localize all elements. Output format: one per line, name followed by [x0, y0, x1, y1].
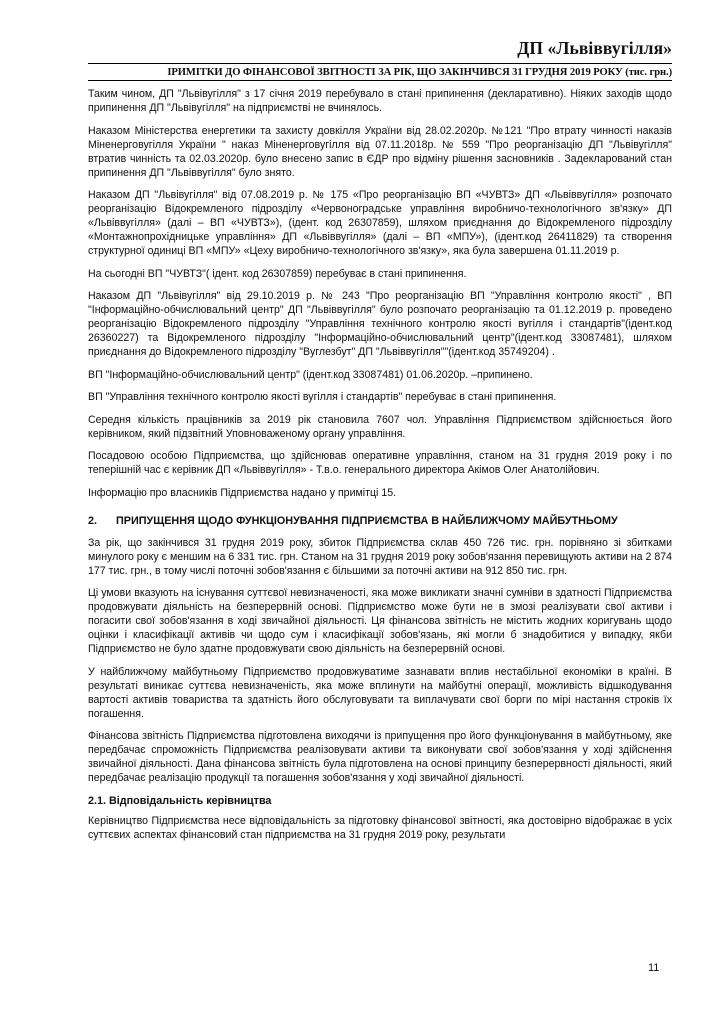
paragraph-material-uncertainty: Ці умови вказують на існування суттєвої невизначеності, яка може викликати значні сумніви в здатності Підприємства продовжувати діяльність на безперервній основі. Підприємство може бути не в змозі реалізувати свої активи і погасити свої зобов'язання в ході звичайної діяльності. Ця фінансова звітність не містить жодних коригувань щодо оцінки і класифікації активів чи щодо сум і класифікації зобов'язань, які могли б знадобитися у випадку, якби Підприємство не було здатне продовжувати свою діяльність на безперервній основі. — [88, 587, 672, 655]
paragraph-ministry-order: Наказом Міністерства енергетики та захисту довкілля України від 28.02.2020р. №121 "Про втрату чинності наказів Міненерговугілля України " наказ Міненерговугілля від 07.11.2018р. № 559 "Про реорганізацію ДП "Львівугілля" втратив чинність та 02.03.2020р. було внесено запис в ЄДР про відміну рішення засновників . Задекларований стан припинення ДП "Львіввугілля" було знято. — [88, 124, 672, 179]
report-subtitle: ІРИМІТКИ ДО ФІНАНСОВОЇ ЗВІТНОСТІ ЗА РІК, ЩО ЗАКІНЧИВСЯ 31 ГРУДНЯ 2019 РОКУ (тис. грн.) — [167, 67, 672, 78]
paragraph-management-responsibility: Керівництво Підприємства несе відповідальність за підготовку фінансової звітності, яка достовірно відображає в усіх суттєвих аспектах фінансовий стан підприємства на 31 грудня 2019 року, результати — [88, 814, 672, 841]
page-number: 11 — [648, 962, 660, 974]
paragraph-employees: Середня кількість працівників за 2019 рік становила 7607 чол. Управління Підприємством здійснюється його керівником, який підзвітний Уповноваженому органу управління. — [88, 413, 672, 440]
company-name: ДП «Львіввугілля» — [517, 38, 672, 58]
paragraph-going-concern-basis: Фінансова звітність Підприємства підготовлена виходячи із припущення про його функціонування в майбутньому, яке передбачає спроможність Підприємства реалізовувати активи та виконувати свої зобов'язання у ході здійснення звичайної діяльності. Дана фінансова звітність була підготовлена на основі принципу безперервності діяльності, який передбачає реалізацію продукції та погашення зобов'язання у ході звичайної діяльності. — [88, 730, 672, 784]
section-number: 2. — [88, 514, 98, 527]
document-page — [88, 38, 672, 850]
paragraph-officer: Посадовою особою Підприємства, що здійснював оперативне управління, станом на 31 грудня 2019 року і по теперішній час є керівник ДП «Львіввугілля» - Т.в.о. генерального директора Акімов Олег Анатолійович. — [88, 450, 672, 476]
paragraph-chuvtz-status: На сьогодні ВП "ЧУВТЗ"( ідент. код 26307859) перебуває в стані припинення. — [88, 267, 467, 280]
paragraph-computing-center-terminated: ВП "Інформаційно-обчислювальний центр" (ідент.код 33087481) 01.06.2020р. –припинено. — [88, 368, 533, 381]
subsection-heading-management-responsibility: 2.1. Відповідальність керівництва — [88, 794, 272, 807]
section-heading-going-concern — [88, 514, 672, 528]
header-rule-bottom — [88, 80, 672, 81]
paragraph-economic-instability: У найближчому майбутньому Підприємство продовжуватиме зазнавати вплив нестабільної економіки в країні. В результаті виникає суттєва невизначеність, яка може вплинути на майбутні операції, можливість відшкодування вартості активів товариства та здатність його обслуговувати та виплачувати свої борги по мірі настання строків їх погашення. — [88, 665, 672, 720]
paragraph-quality-control-status: ВП "Управління технічного контролю якості вугілля і стандартів" перебуває в стані припинення. — [88, 391, 557, 403]
paragraph-owners-note: Інформацію про власників Підприємства надано у примітці 15. — [88, 486, 397, 499]
paragraph-loss-summary: За рік, що закінчився 31 грудня 2019 року, збиток Підприємства склав 450 726 тис. грн. порівняно зі збитками минулого року є меншим на 6 331 тис. грн. Станом на 31 грудня 2019 року зобов'язання перевищують активи на 2 874 177 тис. грн., в тому числі поточні зобов'язання є більшими за поточні активи на 912 850 тис. грн. — [88, 536, 672, 577]
section-title: ПРИПУЩЕННЯ ЩОДО ФУНКЦІОНУВАННЯ ПІДПРИЄМСТВА В НАЙБЛИЖЧОМУ МАЙБУТНЬОМУ — [116, 514, 618, 527]
paragraph-quality-control-reorganization: Наказом ДП "Львівугілля" від 29.10.2019 р. № 243 "Про реорганізацію ВП "Управління контролю якості" , ВП "Інформаційно-обчислювальний центр" ДП "Львіввугілля" було розпочато реорганізацію та 01.12.2019 р. проведено реорганізацію Відокремленого підрозділу "Управління технічного контролю якості вугілля і стандартів"(ідент.код 26360227) та Відокремленого підрозділу "Інформаційно-обчислювальний центр"(ідент.код 33087481), шляхом приєднання до Відокремленого підрозділу "Вуглезбут" ДП "Львіввугілля""(ідент.код 35749204) . — [88, 290, 672, 358]
paragraph-termination-status: Таким чином, ДП "Львівугілля" з 17 січня 2019 перебувало в стані припинення (декларативно). Ніяких заходів щодо припинення ДП "Львівугілля" на підприємстві не вчинялось. — [88, 88, 672, 114]
paragraph-chuvtz-reorganization: Наказом ДП "Львівугілля" від 07.08.2019 р. № 175 «Про реорганізацію ВП «ЧУВТЗ» ДП «Львіввугілля» розпочато реорганізацію Відокремленого підрозділу «Червоноградське управління виробничо-технологічного зв'язку» ДП «Львіввугілля» (далі – ВП «ЧУВТЗ»), (ідент. код 26307859), шляхом приєднання до Відокремленого підрозділу «Монтажнопрохідницьке управління» ДП «Львіввугілля» (далі – ВП «МПУ»), (ідент.код 26411829) та створення структурної одиниці ВП «МПУ» «Цеху виробничо-технологічного зв'язку», яка була завершена 01.11.2019 р. — [88, 189, 672, 257]
